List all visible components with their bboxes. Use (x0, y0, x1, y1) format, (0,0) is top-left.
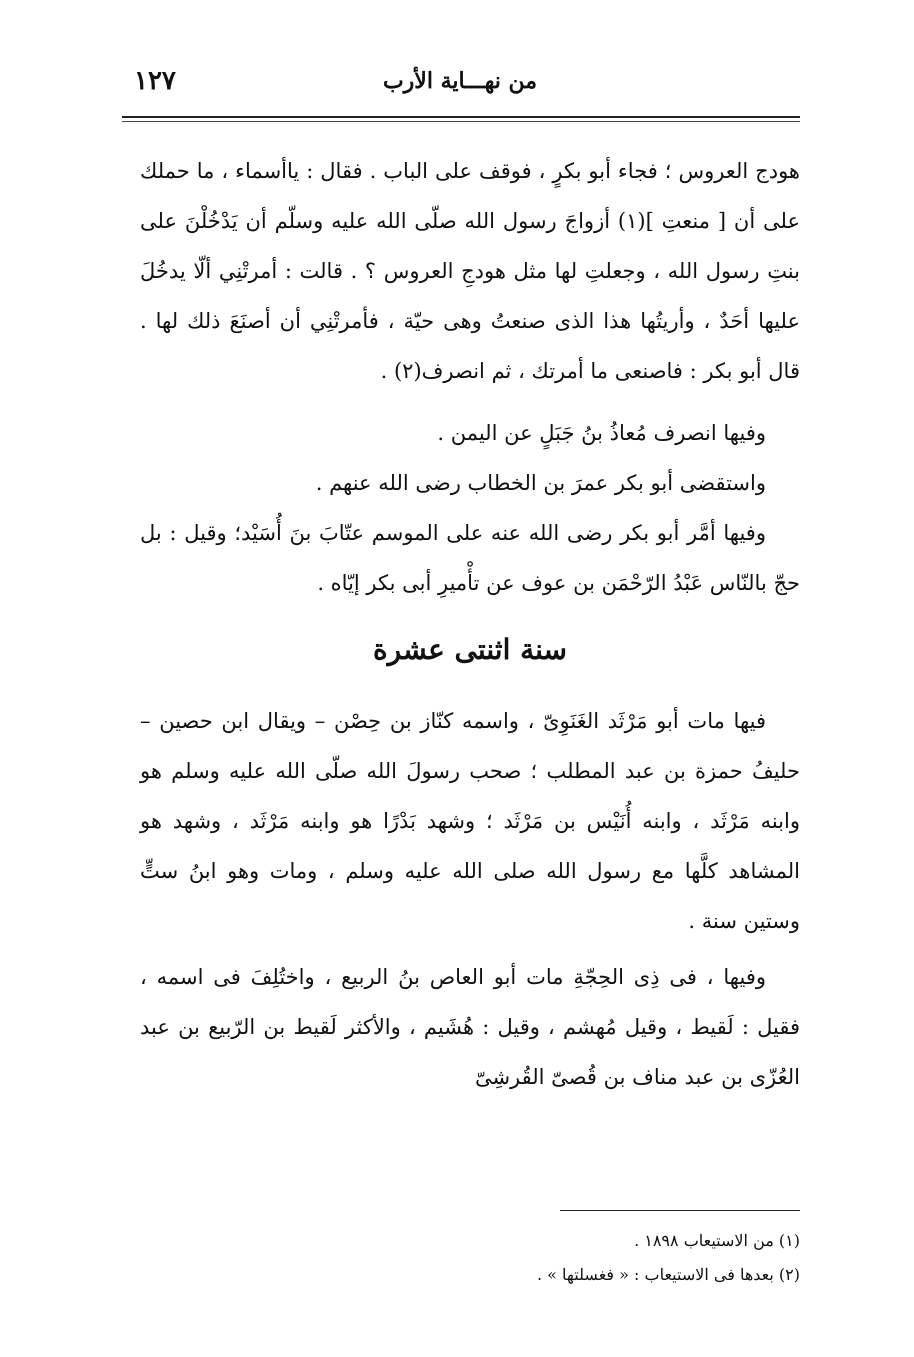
paragraph-hajj-leader: وفيها أمَّر أبو بكر رضى الله عنه على الموسم عتّابَ بنَ أُسَيْد؛ وقيل : بل حجّ بالنّاس عَبْدُ الرّحْمَن بن عوف عن تأْميرِ أبى بكر إيّاه . (140, 521, 800, 595)
paragraph-abu-marthad: فيها مات أبو مَرْثَد الغَنَوِىّ ، واسمه كنّاز بن حِصْن – ويقال ابن حصين – حليفُ حمزة بن عبد المطلب ؛ صحب رسولَ الله صلّى الله عليه وسلم هو وابنه مَرْثَد ، وابنه أُنَيْس بن مَرْثَد ؛ وشهد بَدْرًا هو وابنه مَرْثَد ، وشهد هو المشاهد كلَّها مع رسول الله صلى الله عليه وسلم ، ومات وهو ابنُ ستٍّ وستين سنة . (140, 709, 800, 933)
header-rule (122, 116, 800, 118)
paragraph-hodaj: هودج العروس ؛ فجاء أبو بكرٍ ، فوقف على الباب . فقال : ياأسماء ، ما حملك على أن [ منعتِ ](١) أزواجَ رسول الله صلّى الله عليه وسلّم أن يَدْخُلْنَ على بنتِ رسول الله ، وجعلتِ لها مثل هودجِ العروس ؟ . قالت : أمرتْنِي ألّا يدخُلَ عليها أحَدٌ ، وأريتُها هذا الذى صنعتُ وهى حيّة ، فأمرتْنِي أن أصنَعَ ذلك لها . قال أبو بكر : فاصنعى ما أمرتك ، ثم انصرف(٢) . (140, 159, 800, 383)
header-rule-secondary (122, 121, 800, 122)
body-text (140, 146, 800, 1102)
page-number: ١٢٧ (134, 66, 176, 96)
paragraph-abu-al-as: وفيها ، فى ذِى الحِجّةِ مات أبو العاص بنُ الربيع ، واختُلِفَ فى اسمه ، فقيل : لَقيط ، وقيل مُهشم ، وقيل : هُشَيم ، والأكثر لَقيط بن الرّبيع بن عبد العُزّى بن عبد مناف بن قُصىّ القُرشِىّ (140, 965, 800, 1089)
footnote-rule (560, 1210, 800, 1211)
section-heading: سنة اثنتى عشرة (372, 633, 568, 666)
paragraph-muadh: وفيها انصرف مُعاذُ بنُ جَبَلٍ عن اليمن . (437, 421, 766, 445)
paragraph-umar-judge: واستقضى أبو بكر عمرَ بن الخطاب رضى الله عنهم . (315, 471, 766, 495)
page-header (120, 68, 800, 104)
footnotes (140, 1224, 800, 1292)
running-title: من نهـــاية الأرب (382, 68, 538, 94)
footnote-1: (١) من الاستيعاب ١٨٩٨ . (634, 1231, 800, 1250)
footnote-2: (٢) بعدها فى الاستيعاب : « فغسلتها » . (537, 1265, 800, 1284)
